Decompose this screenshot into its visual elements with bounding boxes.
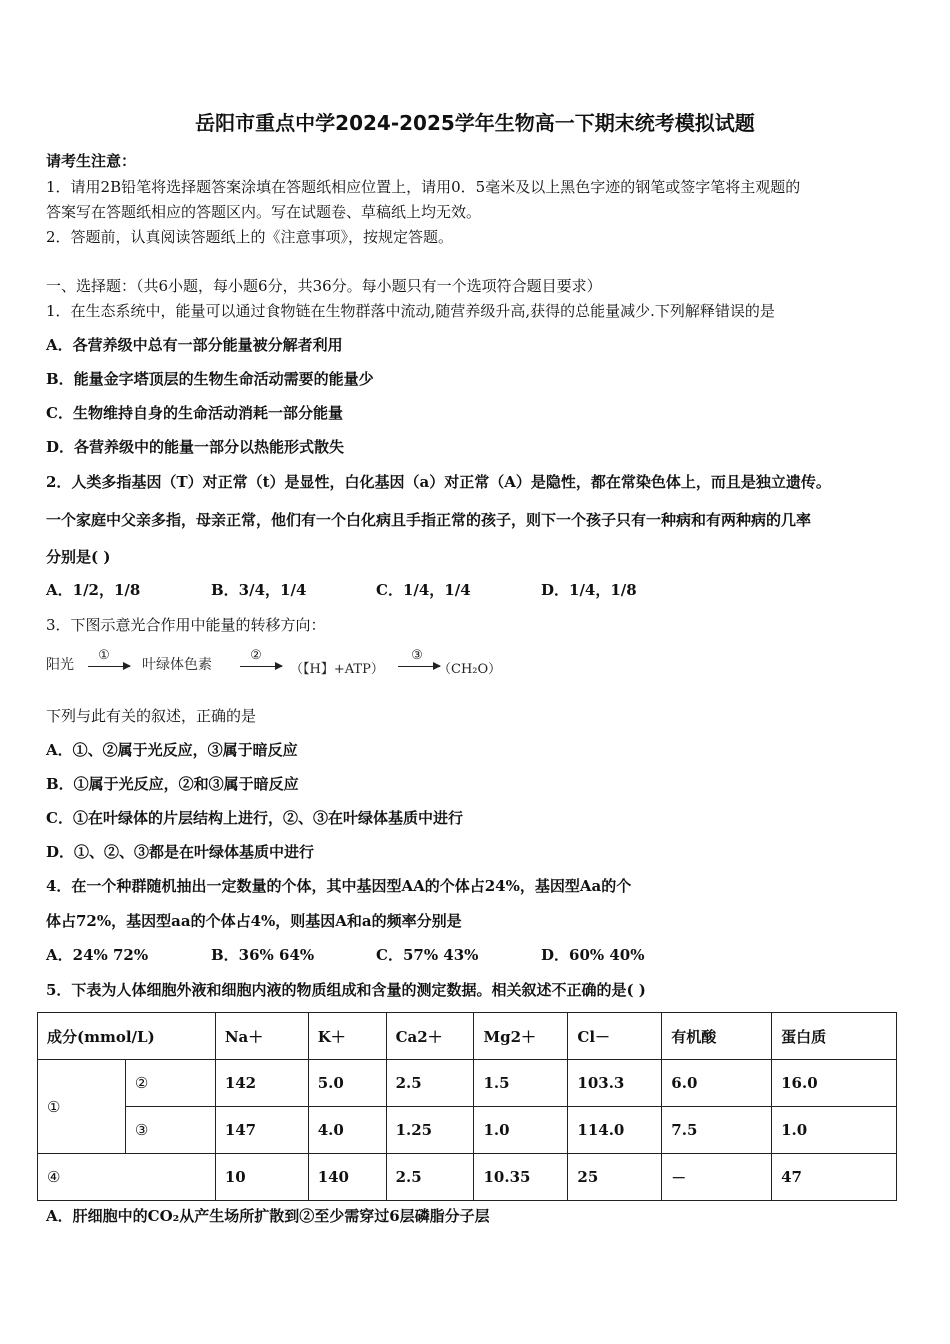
table-header-cell: Ca2＋ bbox=[386, 1013, 474, 1060]
q1-option-d: D．各营养级中的能量一部分以热能形式散失 bbox=[46, 438, 345, 456]
table-cell: 2.5 bbox=[386, 1060, 474, 1107]
table-header-cell: 成分(mmol/L) bbox=[38, 1013, 216, 1060]
diagram-step-1: ① bbox=[98, 648, 110, 663]
table-header-cell: Na＋ bbox=[215, 1013, 308, 1060]
table-cell: 1.5 bbox=[474, 1060, 568, 1107]
q3-option-d: D．①、②、③都是在叶绿体基质中进行 bbox=[46, 843, 315, 861]
table-cell: 5.0 bbox=[308, 1060, 386, 1107]
row-label: ② bbox=[125, 1060, 215, 1107]
q4-option-b: B．36% 64% bbox=[211, 946, 315, 964]
q1-option-a: A．各营养级中总有一部分能量被分解者利用 bbox=[46, 336, 343, 354]
table-cell: 25 bbox=[568, 1154, 662, 1201]
composition-table bbox=[37, 1012, 897, 1201]
table-row bbox=[38, 1154, 897, 1201]
table-cell: 1.0 bbox=[474, 1107, 568, 1154]
q1-stem: 1．在生态系统中，能量可以通过食物链在生物群落中流动,随营养级升高,获得的总能量减少.下列解释错误的是 bbox=[46, 302, 775, 320]
table-row bbox=[38, 1060, 897, 1107]
notice-line-2: 2．答题前，认真阅读答题纸上的《注意事项》，按规定答题。 bbox=[46, 228, 454, 246]
table-header-cell: 有机酸 bbox=[662, 1013, 772, 1060]
q4-stem-1: 4．在一个种群随机抽出一定数量的个体，其中基因型AA的个体占24%，基因型Aa的个 bbox=[46, 877, 632, 895]
energy-transfer-diagram bbox=[46, 646, 526, 686]
q2-stem-2: 一个家庭中父亲多指，母亲正常，他们有一个白化病且手指正常的孩子，则下一个孩子只有一种病和有两种病的几率 bbox=[46, 511, 812, 529]
diagram-pigment: 叶绿体色素 bbox=[142, 657, 212, 673]
q4-stem-2: 体占72%，基因型aa的个体占4%，则基因A和a的频率分别是 bbox=[46, 912, 462, 930]
table-header-cell: Mg2＋ bbox=[474, 1013, 568, 1060]
table-cell: － bbox=[662, 1154, 772, 1201]
table-cell: 142 bbox=[215, 1060, 308, 1107]
q3-option-a: A．①、②属于光反应，③属于暗反应 bbox=[46, 741, 298, 759]
q4-option-a: A．24% 72% bbox=[46, 946, 149, 964]
diagram-sunlight: 阳光 bbox=[46, 657, 74, 673]
table-cell: 2.5 bbox=[386, 1154, 474, 1201]
table-cell: 1.0 bbox=[772, 1107, 897, 1154]
q2-option-a: A．1/2，1/8 bbox=[46, 581, 141, 599]
table-cell: 10 bbox=[215, 1154, 308, 1201]
table-cell: 16.0 bbox=[772, 1060, 897, 1107]
table-header-cell: Cl－ bbox=[568, 1013, 662, 1060]
table-cell: 103.3 bbox=[568, 1060, 662, 1107]
notice-line-1a: 1．请用2B铅笔将选择题答案涂填在答题纸相应位置上，请用0．5毫米及以上黑色字迹的钢笔或签字笔将主观题的 bbox=[46, 178, 801, 196]
diagram-step-3: ③ bbox=[411, 648, 423, 663]
table-cell: 1.25 bbox=[386, 1107, 474, 1154]
table-cell: 147 bbox=[215, 1107, 308, 1154]
q3-option-b: B．①属于光反应，②和③属于暗反应 bbox=[46, 775, 299, 793]
arrow-icon bbox=[88, 666, 130, 667]
table-header-cell: K＋ bbox=[308, 1013, 386, 1060]
arrow-icon bbox=[398, 666, 440, 667]
q3-option-c: C．①在叶绿体的片层结构上进行，②、③在叶绿体基质中进行 bbox=[46, 809, 463, 827]
row-label: ④ bbox=[38, 1154, 216, 1201]
q4-option-d: D．60% 40% bbox=[541, 946, 645, 964]
notice-line-1b: 答案写在答题纸相应的答题区内。写在试题卷、草稿纸上均无效。 bbox=[46, 203, 482, 221]
q2-option-c: C．1/4，1/4 bbox=[376, 581, 471, 599]
table-header-row bbox=[38, 1013, 897, 1060]
table-cell: 4.0 bbox=[308, 1107, 386, 1154]
table-cell: 6.0 bbox=[662, 1060, 772, 1107]
table-cell: 10.35 bbox=[474, 1154, 568, 1201]
diagram-step-2: ② bbox=[250, 648, 262, 663]
diagram-ch2o: （CH₂O） bbox=[438, 662, 502, 677]
arrow-icon bbox=[240, 666, 282, 667]
q3-stem-2: 下列与此有关的叙述，正确的是 bbox=[46, 707, 257, 725]
page-title: 岳阳市重点中学2024-2025学年生物高一下期末统考模拟试题 bbox=[195, 111, 755, 135]
section-heading: 一、选择题：（共6小题，每小题6分，共36分。每小题只有一个选项符合题目要求） bbox=[46, 277, 602, 295]
group-label: ① bbox=[38, 1060, 126, 1154]
q2-stem-3: 分别是( ) bbox=[46, 548, 111, 566]
table-header-cell: 蛋白质 bbox=[772, 1013, 897, 1060]
table-cell: 114.0 bbox=[568, 1107, 662, 1154]
q2-option-d: D．1/4，1/8 bbox=[541, 581, 637, 599]
q4-option-c: C．57% 43% bbox=[376, 946, 479, 964]
table-cell: 140 bbox=[308, 1154, 386, 1201]
q1-option-b: B．能量金字塔顶层的生物生命活动需要的能量少 bbox=[46, 370, 374, 388]
q5-option-a: A．肝细胞中的CO₂从产生场所扩散到②至少需穿过6层磷脂分子层 bbox=[46, 1207, 490, 1225]
diagram-h-atp: （【H】+ATP） bbox=[290, 662, 384, 677]
table-cell: 7.5 bbox=[662, 1107, 772, 1154]
q5-stem: 5．下表为人体细胞外液和细胞内液的物质组成和含量的测定数据。相关叙述不正确的是( ) bbox=[46, 981, 646, 999]
q2-option-b: B．3/4，1/4 bbox=[211, 581, 307, 599]
q1-option-c: C．生物维持自身的生命活动消耗一部分能量 bbox=[46, 404, 343, 422]
table-cell: 47 bbox=[772, 1154, 897, 1201]
notice-heading: 请考生注意： bbox=[46, 152, 137, 170]
q3-stem: 3．下图示意光合作用中能量的转移方向： bbox=[46, 616, 326, 634]
q2-stem-1: 2．人类多指基因（T）对正常（t）是显性，白化基因（a）对正常（A）是隐性，都在常染色体上，而且是独立遗传。 bbox=[46, 473, 831, 491]
table-row bbox=[38, 1107, 897, 1154]
row-label: ③ bbox=[125, 1107, 215, 1154]
